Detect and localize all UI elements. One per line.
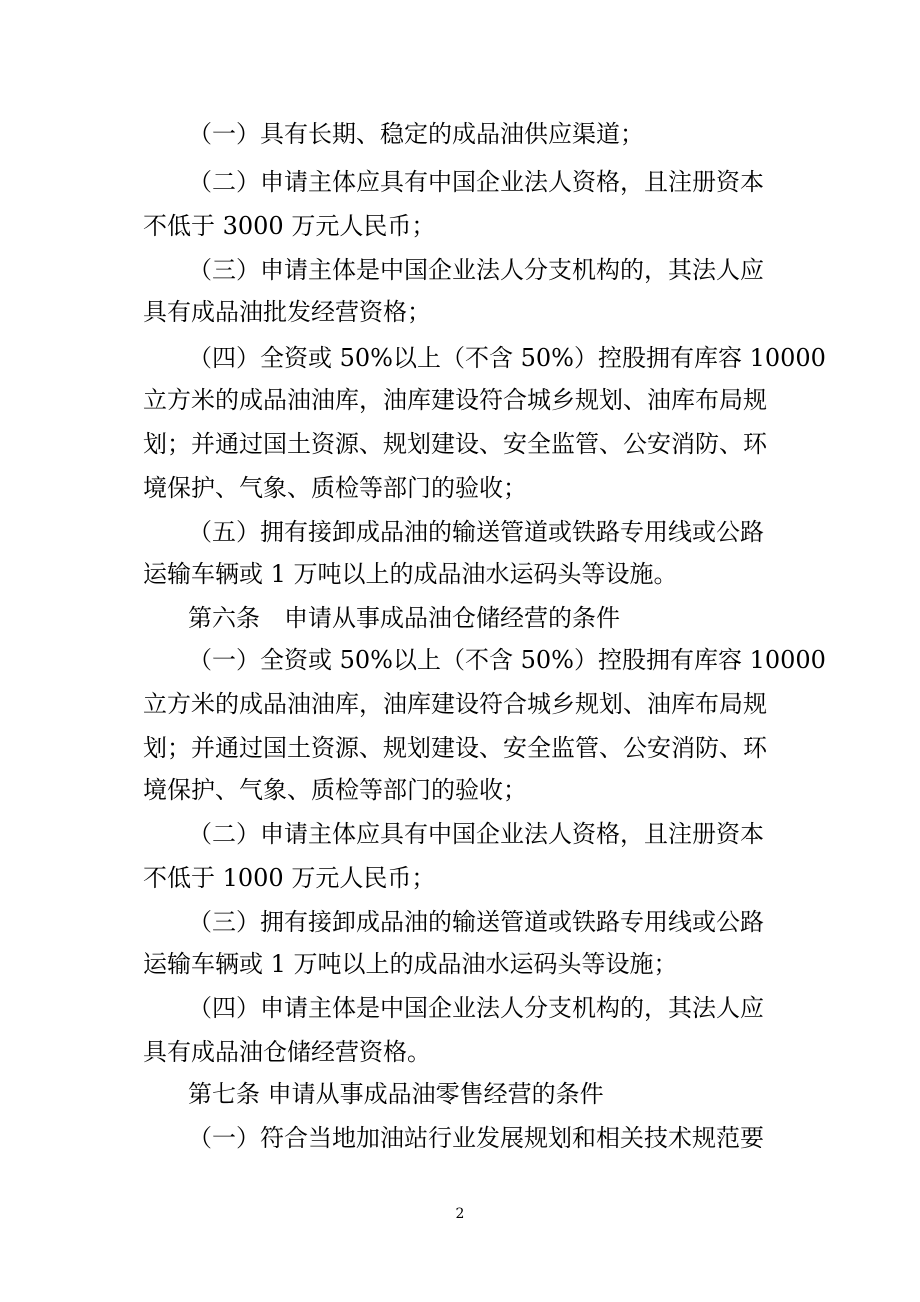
paragraph-line: （五）拥有接卸成品油的输送管道或铁路专用线或公路 — [188, 518, 764, 546]
paragraph-line: 境保护、气象、质检等部门的验收； — [143, 474, 527, 502]
paragraph-line: 具有成品油批发经营资格； — [143, 298, 431, 326]
paragraph-line: （二）申请主体应具有中国企业法人资格，且注册资本 — [188, 820, 764, 848]
paragraph-line: （二）申请主体应具有中国企业法人资格，且注册资本 — [188, 168, 764, 196]
paragraph-line: 具有成品油仓储经营资格。 — [143, 1038, 431, 1066]
article-heading: 第七条 申请从事成品油零售经营的条件 — [188, 1080, 604, 1108]
paragraph-line: 运输车辆或 1 万吨以上的成品油水运码头等设施。 — [143, 560, 678, 588]
page-number: 2 — [455, 1206, 465, 1222]
paragraph-line: 立方米的成品油油库，油库建设符合城乡规划、油库布局规 — [143, 386, 767, 414]
article-heading: 第六条 申请从事成品油仓储经营的条件 — [188, 604, 620, 632]
paragraph-line: （一）全资或 50%以上（不含 50%）控股拥有库容 10000 — [188, 646, 826, 674]
paragraph-line: （三）拥有接卸成品油的输送管道或铁路专用线或公路 — [188, 908, 764, 936]
paragraph-line: 立方米的成品油油库，油库建设符合城乡规划、油库布局规 — [143, 690, 767, 718]
paragraph-line: （一）具有长期、稳定的成品油供应渠道； — [188, 120, 644, 148]
paragraph-line: 划；并通过国土资源、规划建设、安全监管、公安消防、环 — [143, 734, 767, 762]
paragraph-line: 不低于 3000 万元人民币； — [143, 212, 436, 240]
paragraph-line: （一）符合当地加油站行业发展规划和相关技术规范要 — [188, 1124, 764, 1152]
paragraph-line: （三）申请主体是中国企业法人分支机构的，其法人应 — [188, 256, 764, 284]
paragraph-line: 不低于 1000 万元人民币； — [143, 864, 436, 892]
paragraph-line: 划；并通过国土资源、规划建设、安全监管、公安消防、环 — [143, 430, 767, 458]
paragraph-line: （四）申请主体是中国企业法人分支机构的，其法人应 — [188, 994, 764, 1022]
paragraph-line: （四）全资或 50%以上（不含 50%）控股拥有库容 10000 — [188, 344, 826, 372]
paragraph-line: 运输车辆或 1 万吨以上的成品油水运码头等设施； — [143, 950, 678, 978]
paragraph-line: 境保护、气象、质检等部门的验收； — [143, 776, 527, 804]
